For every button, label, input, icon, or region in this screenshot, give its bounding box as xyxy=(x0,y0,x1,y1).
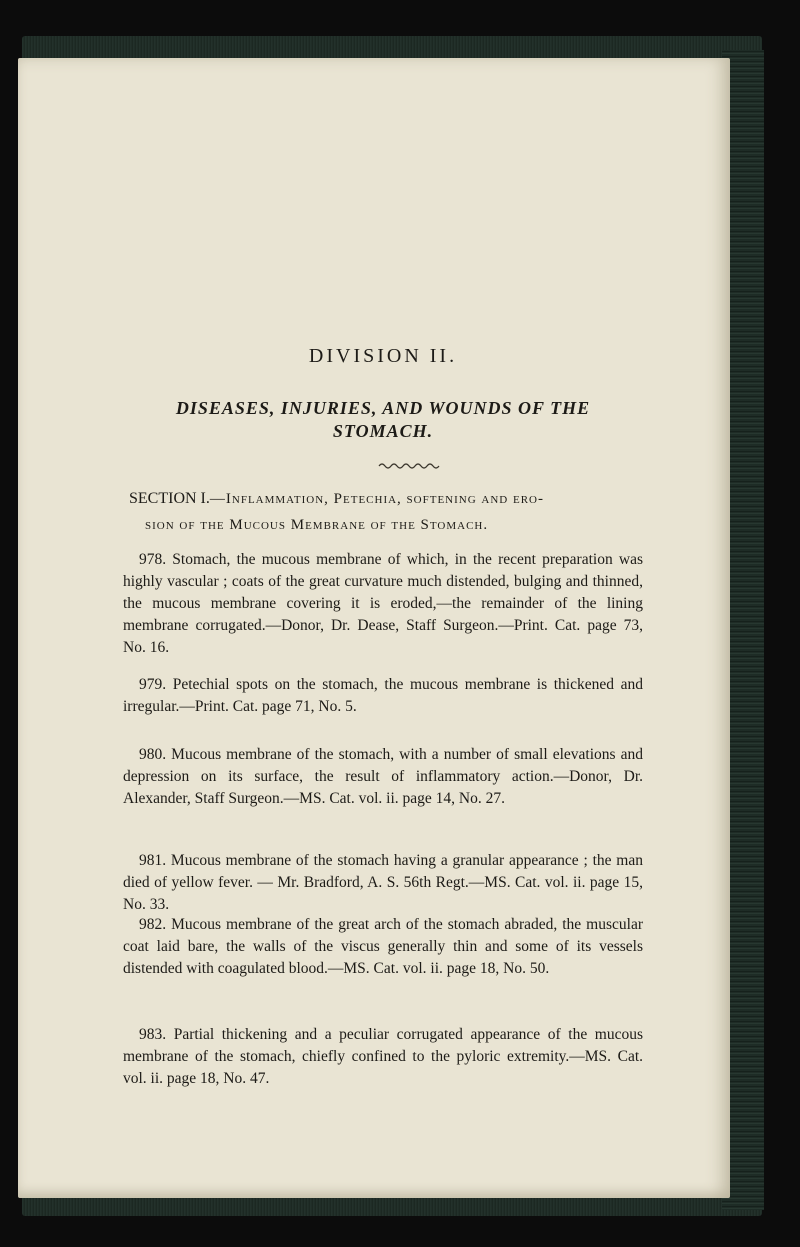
catalog-entry: 978. Stomach, the mucous membrane of which, in the recent preparation was highly vascular ; coats of the great curvature much distended, bulging and thinned, the mucous membrane covering it is eroded,—the remainder of the lining membrane corrugated.—Donor, Dr. Dease, Staff Surgeon.—Print. Cat. page 73, No. 16. xyxy=(123,551,643,656)
book-page xyxy=(18,58,730,1198)
division-title-line-2: STOMACH. xyxy=(332,421,434,441)
section-title-line-2: sion of the Mucous Membrane of the Stomach. xyxy=(145,517,489,533)
catalog-entry: 980. Mucous membrane of the stomach, with a number of small elevations and depression on its surface, the result of inflammatory action.—Donor, Dr. Alexander, Staff Surgeon.—MS. Cat. vol. ii. page 14, No. 27. xyxy=(123,746,643,807)
section-number: SECTION I. xyxy=(129,490,210,507)
division-heading: DIVISION II. xyxy=(308,345,458,367)
division-title xyxy=(123,397,643,443)
catalog-entry: 979. Petechial spots on the stomach, the mucous membrane is thickened and irregular.—Print. Cat. page 71, No. 5. xyxy=(123,676,643,715)
decorative-rule-ornament xyxy=(378,461,440,471)
catalog-entry: 982. Mucous membrane of the great arch of the stomach abraded, the muscular coat laid bare, the walls of the viscus generally thin and some of its vessels distended with coagulated blood.—MS. Cat. vol. ii. page 18, No. 50. xyxy=(123,916,643,977)
catalog-entry: 983. Partial thickening and a peculiar corrugated appearance of the mucous membrane of the stomach, chiefly confined to the pyloric extremity.—MS. Cat. vol. ii. page 18, No. 47. xyxy=(123,1026,643,1087)
section-title-line-1: —Inflammation, Petechia, softening and ero- xyxy=(209,491,544,507)
catalog-entry: 981. Mucous membrane of the stomach having a granular appearance ; the man died of yellow fever. — Mr. Bradford, A. S. 56th Regt.—MS. Cat. vol. ii. page 15, No. 33. xyxy=(123,852,643,913)
section-heading xyxy=(129,486,649,538)
division-title-line-1: DISEASES, INJURIES, AND WOUNDS OF THE xyxy=(175,398,591,418)
